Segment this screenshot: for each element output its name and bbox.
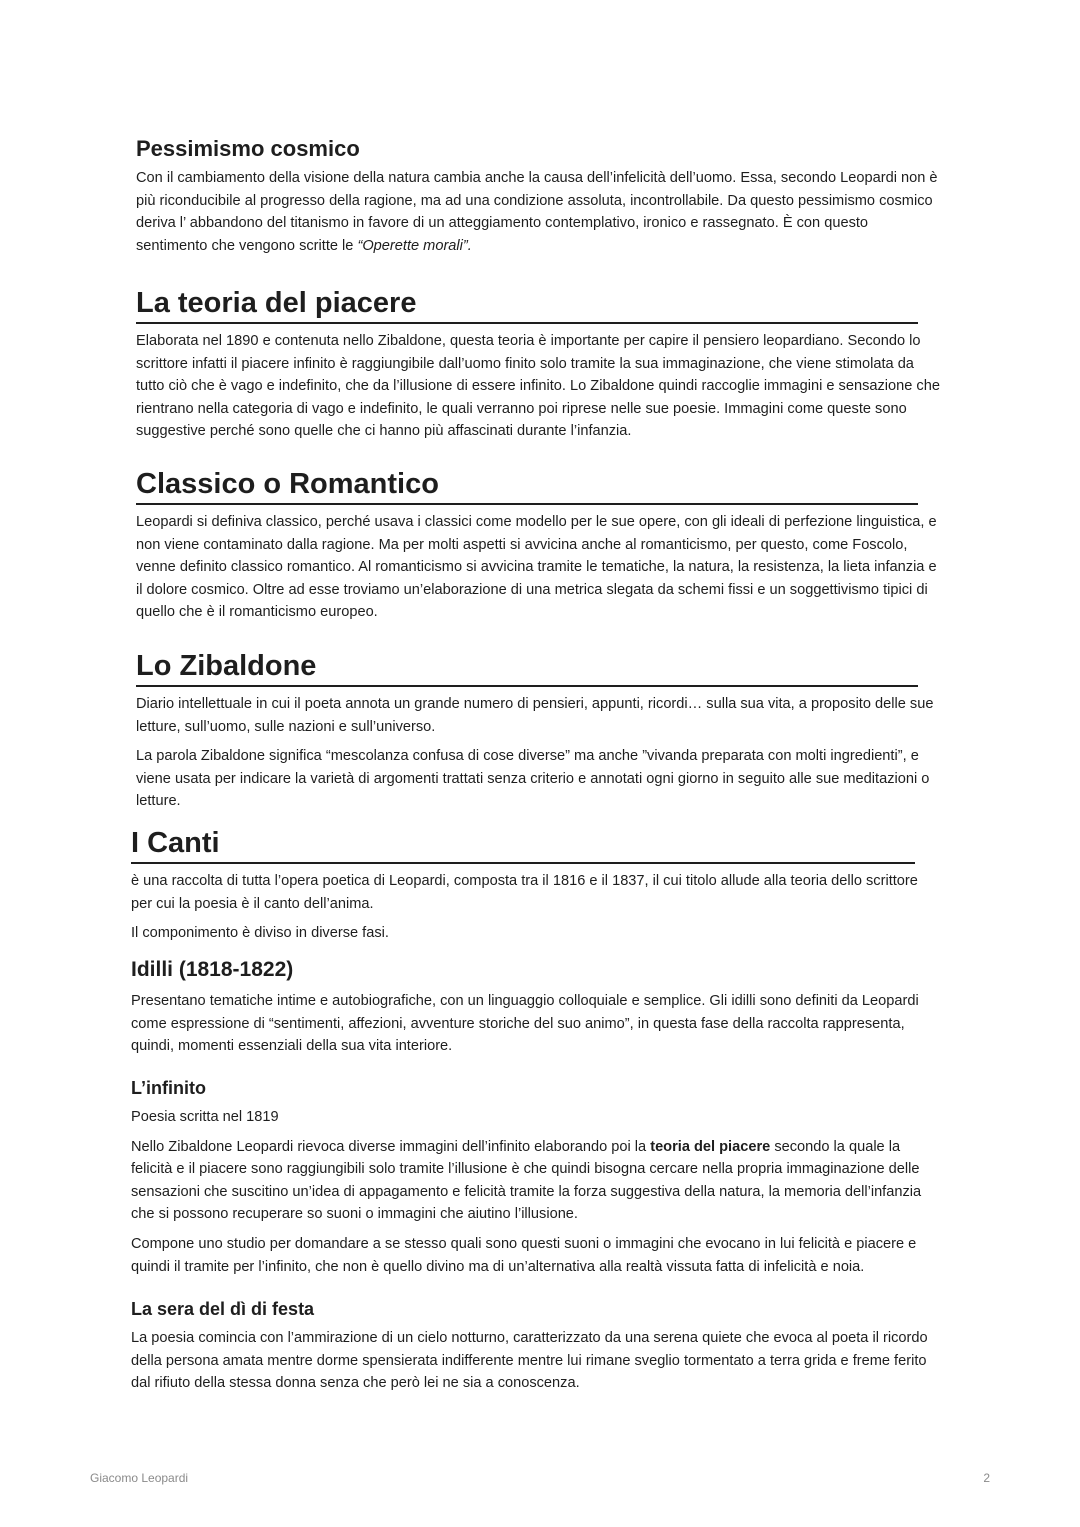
heading-sera: La sera del dì di festa <box>131 1299 315 1319</box>
text-teoria-del-piacere: teoria del piacere <box>650 1138 771 1155</box>
section-sera <box>131 1297 942 1395</box>
paragraph-infinito-3: Compone uno studio per domandare a se stesso quali sono questi suoni o immagini che evocano in lui felicità e piacere e quindi il tramite per l’infinito, che non è quello divino ma di un’alternativa alla realtà vissuta fatta di infelicità e noia. <box>131 1235 917 1275</box>
paragraph-zibaldone-2: La parola Zibaldone significa “mescolanza confusa di cose diverse” ma anche ”vivanda preparata con molti ingredienti”, e viene usata per indicare la varietà di argomenti trattati senza criterio e annotati ogni giorno in seguito alle sue meditazioni o letture. <box>136 748 930 810</box>
text-operette-morali: “Operette morali”. <box>357 237 472 254</box>
paragraph-idilli: Presentano tematiche intime e autobiografiche, con un linguaggio colloquiale e semplice. Gli idilli sono definiti da Leopardi come espressione di “sentimenti, affezioni, avventure storiche del suo animo”, in questa fase della raccolta rappresenta, quindi, momenti essenziali della sua vita interiore. <box>131 993 919 1055</box>
paragraph-canti-2: Il componimento è diviso in diverse fasi. <box>131 925 389 942</box>
section-piacere <box>136 286 942 443</box>
heading-canti: I Canti <box>131 826 915 864</box>
paragraph-zibaldone-1: Diario intellettuale in cui il poeta annota un grande numero di pensieri, appunti, ricordi… sulla sua vita, a proposito delle sue letture, sull’uomo, sulle nazioni e sull’universo. <box>136 696 934 735</box>
paragraph-piacere: Elaborata nel 1890 e contenuta nello Zibaldone, questa teoria è importante per capire il pensiero leopardiano. Secondo lo scrittore infatti il piacere infinito è raggiungibile dall’uomo finito solo tramite la sua immaginazione, che viene stimolata da tutto ciò che è vago e indefinito, che da l’illusione di essere infinito. Lo Zibaldone quindi raccoglie immagini e sensazione che rientrano nella categoria di vago e indefinito, le quali verranno poi riprese nelle sue poesie. Immagini come queste sono suggestive perché sono quelle che ci hanno più affascinati durante l’infanzia. <box>136 333 940 440</box>
heading-idilli: Idilli (1818-1822) <box>131 958 294 981</box>
heading-pessimismo: Pessimismo cosmico <box>136 136 360 161</box>
paragraph-canti-1: è una raccolta di tutta l’opera poetica di Leopardi, composta tra il 1816 e il 1837, il cui titolo allude alla teoria dello scrittore per cui la poesia è il canto dell’anima. <box>131 873 918 912</box>
section-canti <box>131 826 942 945</box>
paragraph-sera: La poesia comincia con l’ammirazione di un cielo notturno, caratterizzato da una serena quiete che evoca al poeta il ricordo della persona amata mentre dorme spensierata indifferente mentre lui rimane sveglio tormentato a terra grida e freme ferito dal rifiuto della stessa donna senza che però lei ne sia a conoscenza. <box>131 1330 928 1392</box>
section-classico <box>136 467 942 624</box>
text-infinito-a: Nello Zibaldone Leopardi rievoca diverse immagini dell’infinito elaborando poi la <box>131 1138 651 1155</box>
section-pessimismo <box>136 135 942 257</box>
section-infinito <box>131 1076 942 1278</box>
heading-infinito: L’infinito <box>131 1078 206 1098</box>
heading-zibaldone: Lo Zibaldone <box>136 649 918 687</box>
paragraph-infinito-2 <box>131 1136 942 1226</box>
heading-classico: Classico o Romantico <box>136 467 918 505</box>
text-infinito-c: secondo la quale la felicità e il piacere sono raggiungibili solo tramite l’illusione è che quindi bisogna cercare nella propria immaginazione delle sensazioni che suscitino un’idea di appagamento e felicità tramite la forza suggestiva della natura, la memoria dell’infanzia che si possono recuperare so suoni o immagini che aiutino l’illusione. <box>131 1138 922 1223</box>
page-number: 2 <box>983 1471 990 1485</box>
section-zibaldone <box>136 649 942 813</box>
section-idilli <box>131 957 942 1058</box>
paragraph-infinito-1: Poesia scritta nel 1819 <box>131 1109 279 1125</box>
paragraph-classico: Leopardi si definiva classico, perché usava i classici come modello per le sue opere, con gli ideali di perfezione linguistica, e non viene contaminato dalla ragione. Ma per molti aspetti si avvicina anche al romanticismo, per questo, come Foscolo, venne definito classico romantico. Al romanticismo si avvicina tramite le tematiche, la natura, la resistenza, la lieta infanzia e il dolore cosmico. Oltre ad esse troviamo un’elaborazione di una metrica slegata da schemi fissi e un soggettivismo tipici di quello che è il romanticismo europeo. <box>136 514 937 621</box>
text-pessimismo: Con il cambiamento della visione della natura cambia anche la causa dell’infelicità dell’uomo. Essa, secondo Leopardi non è più riconducibile al progresso della ragione, ma ad una condizione assoluta, incontrollabile. Da questo pessimismo cosmico deriva l’ abbandono del titanismo in favore di un atteggiamento contemplativo, ironico e rassegnato. È con questo sentimento che vengono scritte le <box>136 170 938 254</box>
footer-title: Giacomo Leopardi <box>90 1471 189 1485</box>
heading-piacere: La teoria del piacere <box>136 286 918 324</box>
paragraph-pessimismo <box>136 167 942 257</box>
